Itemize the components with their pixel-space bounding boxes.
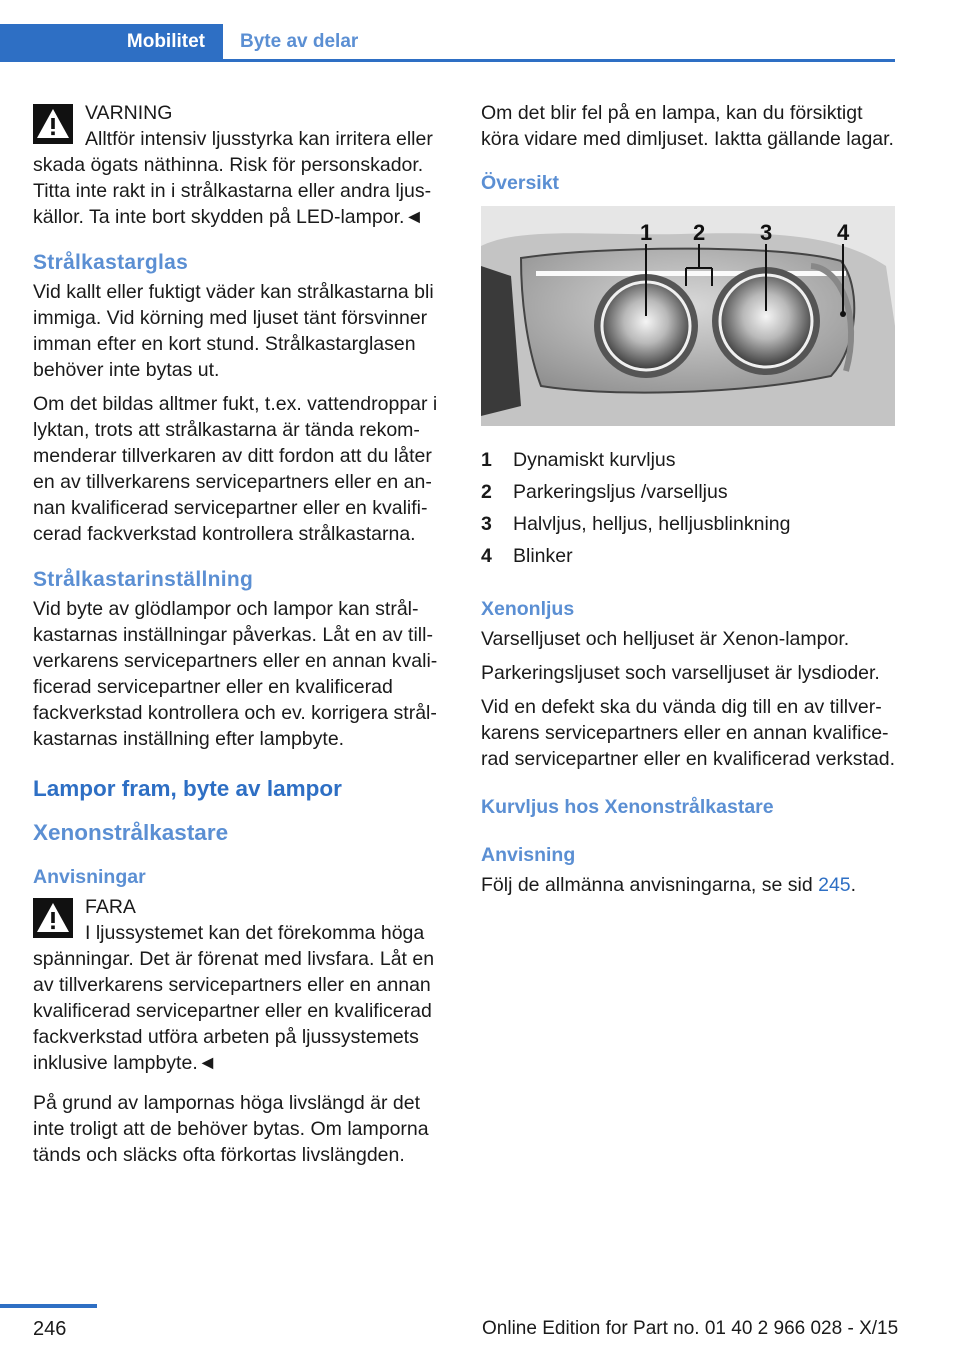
- danger-text: I ljussystemet kan det förekomma höga spänningar. Det är förenat med livsfara. Låt en av tillverkarens servicepartners eller en annan kvalificerad servicepartner eller en kvalificerad fackverkstad utföra arbeten på ljussystemets inklusive lampbyte.◄: [33, 922, 435, 1074]
- paragraph: Varselljuset och helljuset är Xenon-lampor.: [481, 628, 850, 650]
- page-link[interactable]: 245: [818, 874, 851, 896]
- callout-3: 3: [760, 220, 773, 245]
- paragraph: Parkeringsljuset soch varselljuset är lysdioder.: [481, 662, 880, 684]
- legend-item: 2 Parkeringsljus /varselljus: [481, 481, 728, 503]
- heading-xenon-light: Xenonljus: [481, 598, 575, 620]
- paragraph: Om det blir fel på en lampa, kan du försiktigt köra vidare med dimljuset. Iakttа gällande lagar.: [481, 102, 894, 150]
- legend-item: 4 Blinker: [481, 545, 573, 567]
- legend-item: 3 Halvljus, helljus, helljusblinkning: [481, 513, 791, 535]
- heading-curve-light: Kurvljus hos Xenonstrålkastare: [481, 796, 774, 818]
- chapter-header: [0, 0, 895, 62]
- page-number: 246: [33, 1318, 67, 1340]
- danger-box: [33, 894, 447, 1076]
- callout-1: 1: [640, 220, 653, 245]
- legend-item: 1 Dynamiskt kurvljus: [481, 449, 676, 471]
- warning-text: Alltför intensiv ljusstyrka kan irritera eller skada ögats näthinna. Risk för personskador. Titta inte rakt in i strålkastarna eller andra ljuskällor. Ta inte bort skydden på LED-lampor.◄: [33, 128, 433, 228]
- warning-box: [33, 100, 447, 230]
- heading-headlamp-setting: Strålkastarinställning: [33, 568, 254, 591]
- tab-byte-av-delar[interactable]: Byte av delar: [240, 31, 359, 52]
- callout-4: 4: [837, 220, 850, 245]
- warning-title: VARNING: [85, 102, 173, 124]
- paragraph: Vid byte av glödlampor och lampor kan strålkastarnas inställningar påverkas. Låt en av tillverkarens servicepartners eller en annan kvalificerad servicepartner eller en kvalificerad fackverkstad kontrollera och ev. korrigera strålkastarnas inställning efter lampbyte.: [33, 598, 438, 750]
- headlight-illustration: [481, 206, 895, 426]
- callout-2: 2: [693, 220, 706, 245]
- section-title: Lampor fram, byte av lampor: [33, 776, 342, 801]
- paragraph-note: Följ de allmänna anvisningarna, se sid 245.: [481, 874, 857, 896]
- warning-triangle-icon: [33, 104, 73, 144]
- paragraph: Vid en defekt ska du vända dig till en av tillverkarens servicepartners eller en annan kvalificerad servicepartner eller en kvalificerad verkstad.: [481, 696, 896, 770]
- footer-rule: [0, 1304, 97, 1308]
- figure-legend: [481, 444, 895, 572]
- headlight-figure: [481, 206, 895, 426]
- subsection-title: Xenonstrålkastare: [33, 820, 229, 845]
- paragraph: Vid kallt eller fuktigt väder kan strålkastarna bli immiga. Vid körning med ljuset tänt försvinner imman efter en kort stund. Strålkastarglasen behöver inte bytas ut.: [33, 281, 434, 381]
- header-rule: [0, 59, 895, 62]
- heading-headlamp-glass: Strålkastarglas: [33, 251, 189, 274]
- left-column: [33, 100, 447, 1176]
- paragraph: På grund av lampornas höga livslängd är det inte troligt att de behöver bytas. Om lamporna tänds och släcks ofta förkortas livslängden.: [33, 1092, 429, 1166]
- heading-note: Anvisning: [481, 844, 576, 866]
- heading-overview: Översikt: [481, 172, 560, 194]
- right-column: [481, 100, 895, 906]
- danger-title: FARA: [85, 896, 136, 918]
- warning-triangle-icon: [33, 898, 73, 938]
- edition-note: Online Edition for Part no. 01 40 2 966 028 - X/15: [482, 1318, 899, 1339]
- tab-mobilitet[interactable]: Mobilitet: [0, 24, 223, 60]
- paragraph: Om det bildas alltmer fukt, t.ex. vattendroppar i lyktan, trots att strålkastarna är tända rekommenderar tillverkaren av ditt fordon att du låter en av tillverkarens servicepartners eller en annan kvalificerad servicepartner eller en kvalificerad fackverkstad kontrollera strålkastarna.: [33, 393, 438, 545]
- heading-instructions: Anvisningar: [33, 866, 146, 888]
